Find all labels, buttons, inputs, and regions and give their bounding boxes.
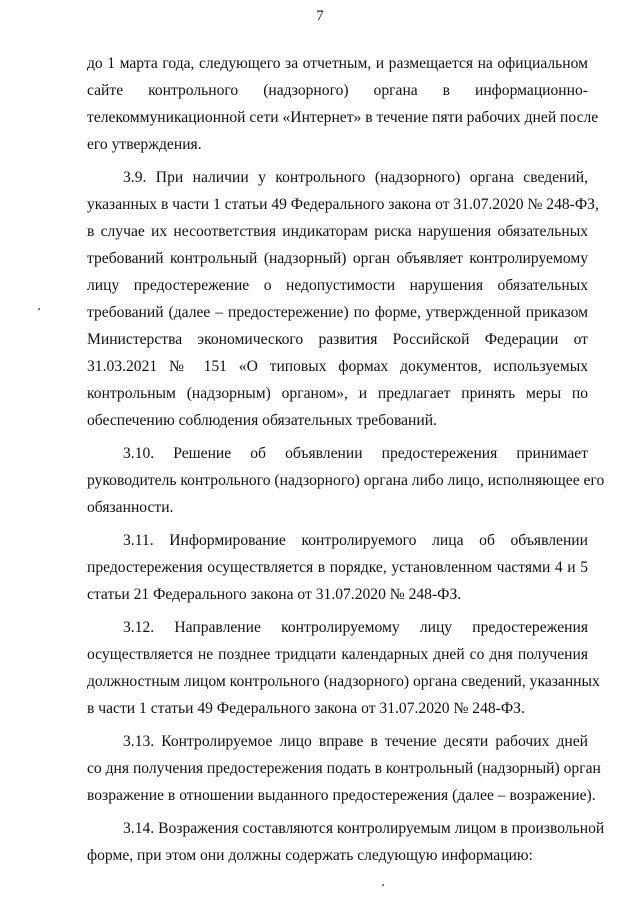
text-line: обязанности. [87,499,174,516]
paragraph-3-14 [87,815,605,869]
text-line: 3.14. Возражения составляются контролируемым лицом в произвольной [123,820,605,837]
text-line: предостережения осуществляется в порядке, установленном частями 4 и 5 [87,559,588,576]
paragraph-3-10 [87,440,605,521]
page-number: 7 [316,8,324,24]
scan-speck [382,884,384,886]
text-line: лицу предостережение о недопустимости нарушения обязательных [87,277,588,294]
paragraph-3-12 [87,614,600,722]
text-line: 3.12. Направление контролируемому лицу предостережения [123,619,588,636]
scan-speck [38,308,40,310]
paragraph-continuation [87,50,599,158]
text-line: статьи 21 Федерального закона от 31.07.2020 № 248-ФЗ. [87,586,462,603]
text-line: осуществляется не позднее тридцати календарных дней со дня получения [87,646,588,663]
text-line: в случае их несоответствия индикаторам риска нарушения обязательных [87,223,588,240]
paragraph-3-9 [87,164,599,434]
text-line: 3.9. При наличии у контрольного (надзорного) органа сведений, [123,169,588,186]
paragraph-3-13 [87,728,601,809]
text-line: руководитель контрольного (надзорного) органа либо лицо, исполняющее его [87,472,605,489]
paragraph-3-11 [87,527,588,608]
text-line: должностным лицом контрольного (надзорного) органа сведений, указанных [87,673,600,690]
text-line: Министерства экономического развития Российской Федерации от [87,331,588,348]
text-line: со дня получения предостережения подать в контрольный (надзорный) орган [87,760,601,777]
text-line: требований (далее – предостережение) по форме, утвержденной приказом [87,304,588,321]
text-line: форме, при этом они должны содержать следующую информацию: [87,847,533,864]
document-body [87,50,605,875]
text-line: телекоммуникационной сети «Интернет» в течение пяти рабочих дней после [87,109,599,126]
text-line: указанных в части 1 статьи 49 Федерального закона от 31.07.2020 № 248-ФЗ, [87,196,599,213]
text-line: контрольным (надзорным) органом», и предлагает принять меры по [87,385,588,402]
text-line: 3.11. Информирование контролируемого лица об объявлении [123,532,588,549]
text-line: требований контрольный (надзорный) орган объявляет контролируемому [87,250,588,267]
text-line: возражение в отношении выданного предостережения (далее – возражение). [87,787,596,804]
text-line: 31.03.2021 № 151 «О типовых формах документов, используемых [87,358,588,375]
text-line: в части 1 статьи 49 Федерального закона от 31.07.2020 № 248-ФЗ. [87,700,525,717]
text-line: до 1 марта года, следующего за отчетным, и размещается на официальном [87,55,588,72]
text-line: обеспечению соблюдения обязательных требований. [87,412,437,429]
text-line: 3.13. Контролируемое лицо вправе в течение десяти рабочих дней [123,733,588,750]
text-line: сайте контрольного (надзорного) органа в информационно- [87,82,588,99]
text-line: 3.10. Решение об объявлении предостережения принимает [123,445,588,462]
text-line: его утверждения. [87,136,202,153]
